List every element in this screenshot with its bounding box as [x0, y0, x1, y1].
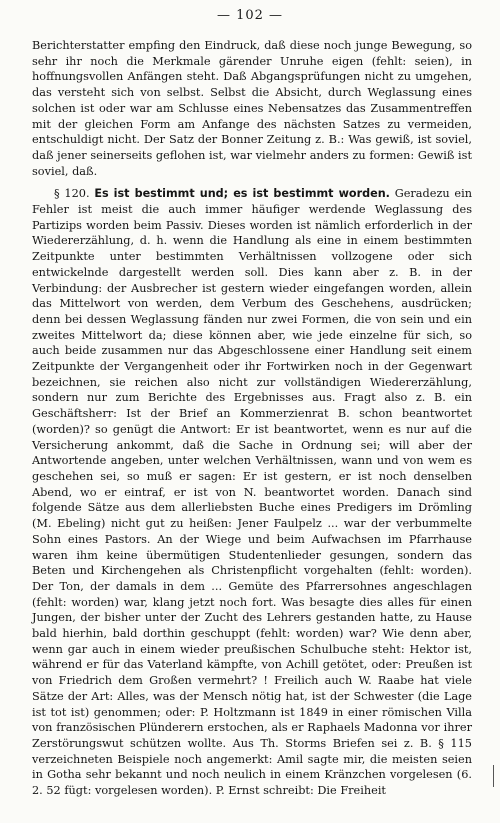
section-number: § 120.: [54, 187, 90, 201]
page-number: — 102 —: [216, 8, 284, 23]
body-text: [32, 38, 472, 799]
section-heading: Es ist bestimmt und; es ist bestimmt worden.: [94, 187, 390, 201]
section-120-paragraph: [32, 186, 472, 798]
paragraph-text: Geradezu ein Fehler ist meist die auch immer häufiger werdende Weglassung des Partizips worden beim Passiv. Dieses worden ist nämlich erforderlich in der Wiedererzählung, d. h. wenn die Handlung als eine in einem bestimmten Zeitpunkte unter bestimmten Verhältnissen vollzogene oder sich entwickelnde dargestellt werden soll. Dies kann aber z. B. in der Verbindung: der Ausbrecher ist gestern wieder eingefangen worden, allein das Mittelwort von werden, dem Verbum des Geschehens, ausdrücken; denn bei dessen Weglassung fänden nur zwei Formen, die von sein und ein zweites Mittelwort da; diese können aber, wie jede einzelne für sich, so auch beide zusammen nur das Abgeschlossene einer Handlung seit einem Zeitpunkte der Vergangenheit oder ihr Fortwirken noch in der Gegenwart bezeichnen, sie reichen also nicht zur vollständigen Wiedererzählung, sondern nur zum Berichte des Ergebnisses aus. Fragt also z. B. ein Geschäftsherr: Ist der Brief an Kommerzienrat B. schon beantwortet (worden)? so genügt die Antwort: Er ist beantwortet, wenn es nur auf die Versicherung ankommt, daß die Sache in Ordnung sei; will aber der Antwortende angeben, unter welchen Verhältnissen, wann und von wem es geschehen sei, so muß er sagen: Er ist gestern, er ist noch denselben Abend, wo er eintraf, er ist von N. beantwortet worden. Danach sind folgende Sätze aus dem allerliebsten Buche eines Predigers im Drömling (M. Ebeling) nicht gut zu heißen: Jener Faulpelz ... war der verbummelte Sohn eines Pastors. An der Wiege und beim Aufwachsen im Pfarrhause waren ihm keine übermütigen Studentenlieder gesungen, sondern das Beten und Kirchengehen als Christenpflicht vorgehalten (fehlt: worden). Der Ton, der damals in dem ... Gemüte des Pfarrersohnes angeschlagen (fehlt: worden) war, klang jetzt noch fort. Was besagte dies alles für einen Jungen, der bisher unter der Zucht des Lehrers gestanden hatte, zu Hause bald hierhin, bald dorthin geschuppt (fehlt: worden) war? Wie denn aber, wenn gar auch in einem wieder preußischen Schulbuche steht: Hektor ist, während er für das Vaterland kämpfte, von Achill getötet, oder: Preußen ist von Friedrich dem Großen vermehrt? ! Freilich auch W. Raabe hat viele Sätze der Art: Alles, was der Mensch nötig hat, ist der Schwester (die Lage ist tot ist) genommen; oder: P. Holtzmann ist 1849 in einer römischen Villa von französischen Plünderern erstochen, als er Raphaels Madonna vor ihrer Zerstörungswut schützen wollte. Aus Th. Storms Briefen sei z. B. § 115 verzeichneten Beispiele noch angemerkt: Amil sagte mir, die meisten seien in Gotha sehr bekannt und noch neulich in einem Kränzchen vorgelesen (6. 2. 52 fügt: vorgelesen worden). P. Ernst schreibt: Die Freiheit: [32, 187, 473, 798]
page-edge-mark: [493, 765, 494, 787]
paragraph-continuation: [32, 38, 472, 179]
paragraph-text: Berichterstatter empfing den Eindruck, daß diese noch junge Bewegung, so sehr ihr noch die Merkmale gärender Unruhe eigen (fehlt: seien), in hoffnungsvollen Anfängen steht. Daß Abgangsprüfungen nicht zu umgehen, das versteht sich von selbst. Selbst die Absicht, durch Weglassung eines solchen ist oder war am Schlusse eines Nebensatzes das Zusammentreffen mit der gleichen Form am Anfange des nächsten Satzes zu vermeiden, entschuldigt nicht. Der Satz der Bonner Zeitung z. B.: Was gewiß, ist soviel, daß jener seinerseits geflohen ist, war vielmehr anders zu formen: Gewiß ist soviel, daß.: [32, 39, 472, 178]
